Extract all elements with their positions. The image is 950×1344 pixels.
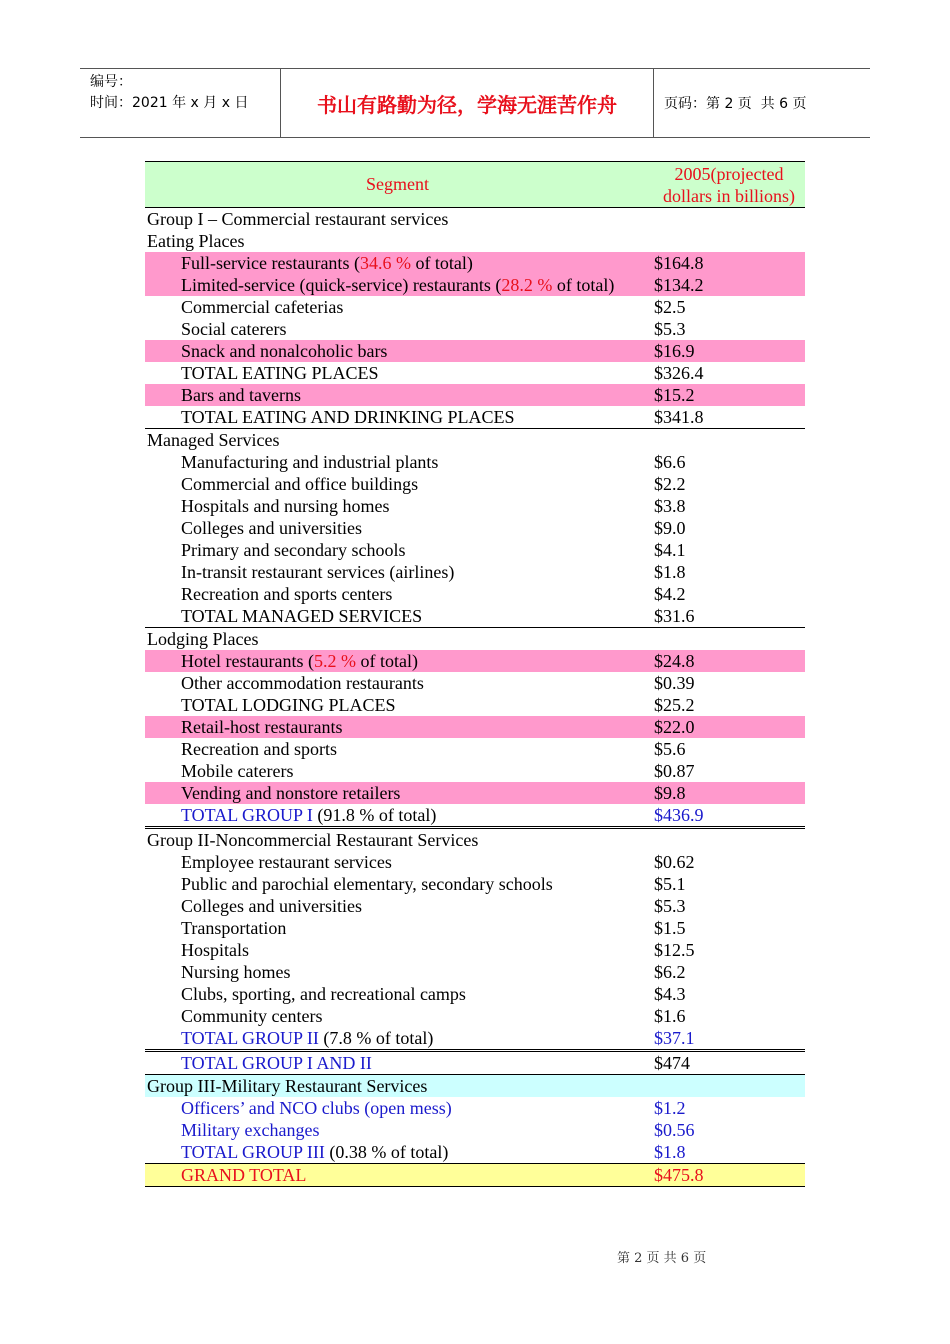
- foodservice-segment-table: [145, 161, 805, 1187]
- document-number: 编号：: [90, 74, 132, 90]
- row-label: Bars and taverns: [181, 385, 301, 405]
- row-value: $0.56: [654, 1120, 695, 1140]
- row-value: $1.8: [654, 562, 686, 582]
- row-label: Snack and nonalcoholic bars: [181, 341, 388, 361]
- row-label: Limited-service (quick-service) restaurants (28.2 % of total): [181, 275, 615, 295]
- table-row: [145, 983, 805, 1005]
- table-row: [145, 917, 805, 939]
- row-label: Vending and nonstore retailers: [181, 783, 401, 803]
- page-footer: 第 2 页 共 6 页: [617, 1251, 707, 1266]
- table-row: [145, 384, 805, 406]
- row-value: $12.5: [654, 940, 695, 960]
- row-value: $4.3: [654, 984, 686, 1004]
- row-label: Other accommodation restaurants: [181, 673, 424, 693]
- table-row: [145, 895, 805, 917]
- row-value: $134.2: [654, 275, 704, 295]
- row-label: In-transit restaurant services (airlines): [181, 562, 455, 582]
- row-label: Group I – Commercial restaurant services: [147, 209, 449, 229]
- table-row: [145, 473, 805, 495]
- row-value: $1.5: [654, 918, 686, 938]
- row-label: Hospitals and nursing homes: [181, 496, 390, 516]
- subgroup-heading: [145, 628, 805, 650]
- row-label: TOTAL EATING AND DRINKING PLACES: [181, 407, 515, 427]
- header-motto: 书山有路勤为径，学海无涯苦作舟: [281, 69, 654, 137]
- row-value: $2.2: [654, 474, 686, 494]
- row-label: Mobile caterers: [181, 761, 294, 781]
- table-row: [145, 738, 805, 760]
- row-label: Commercial cafeterias: [181, 297, 344, 317]
- table-row: [145, 495, 805, 517]
- row-label: TOTAL LODGING PLACES: [181, 695, 396, 715]
- row-value: $2.5: [654, 297, 686, 317]
- table-header: [145, 161, 805, 208]
- header-page-info: [654, 69, 870, 137]
- row-label: Group II-Noncommercial Restaurant Services: [147, 830, 479, 850]
- table-row: [145, 873, 805, 895]
- total-row: [145, 1141, 805, 1163]
- group-heading: [145, 208, 805, 230]
- table-row: [145, 340, 805, 362]
- table-row: [145, 961, 805, 983]
- row-label: Commercial and office buildings: [181, 474, 419, 494]
- group-heading: [145, 1075, 805, 1097]
- row-value: $1.8: [654, 1142, 686, 1162]
- row-label: Lodging Places: [147, 629, 259, 649]
- row-label: TOTAL GROUP I (91.8 % of total): [181, 805, 437, 825]
- row-value: $31.6: [654, 606, 695, 626]
- table-row: [145, 274, 805, 296]
- row-value: $5.1: [654, 874, 686, 894]
- table-row: [145, 252, 805, 274]
- row-value: $37.1: [654, 1028, 695, 1048]
- row-label: Colleges and universities: [181, 896, 362, 916]
- table-row: [145, 406, 805, 429]
- row-label: Officers’ and NCO clubs (open mess): [181, 1098, 452, 1118]
- row-value: $25.2: [654, 695, 695, 715]
- header-meta: [80, 69, 281, 137]
- table-row: [145, 716, 805, 738]
- subgroup-heading: [145, 429, 805, 451]
- table-row: [145, 694, 805, 716]
- row-label: Managed Services: [147, 430, 280, 450]
- group-heading: [145, 829, 805, 851]
- row-label: Hospitals: [181, 940, 250, 960]
- row-value: $436.9: [654, 805, 704, 825]
- row-label: Hotel restaurants (5.2 % of total): [181, 651, 418, 671]
- table-row: [145, 583, 805, 605]
- row-label: TOTAL MANAGED SERVICES: [181, 606, 423, 626]
- row-value: $0.62: [654, 852, 695, 872]
- table-row: [145, 650, 805, 672]
- row-value: $6.6: [654, 452, 686, 472]
- row-label: Colleges and universities: [181, 518, 362, 538]
- row-label: Transportation: [181, 918, 287, 938]
- table-row: [145, 851, 805, 873]
- row-label: GRAND TOTAL: [181, 1165, 307, 1185]
- row-value: $164.8: [654, 253, 704, 273]
- row-value: $5.6: [654, 739, 686, 759]
- row-value: $475.8: [654, 1165, 704, 1185]
- row-label: TOTAL EATING PLACES: [181, 363, 379, 383]
- total-row: [145, 1027, 805, 1052]
- row-value: $474: [654, 1053, 690, 1073]
- table-row: [145, 517, 805, 539]
- total-row: [145, 804, 805, 829]
- table-row: [145, 296, 805, 318]
- column-header-value: 2005(projected dollars in billions): [663, 164, 795, 206]
- table-row: [145, 561, 805, 583]
- row-label: Nursing homes: [181, 962, 291, 982]
- table-row: [145, 1097, 805, 1119]
- table-row: [145, 672, 805, 694]
- row-value: $3.8: [654, 496, 686, 516]
- row-value: $4.2: [654, 584, 686, 604]
- row-label: Retail-host restaurants: [181, 717, 343, 737]
- document-date: 时间：2021 年 x 月 x 日: [90, 95, 249, 111]
- total-row: [145, 1052, 805, 1075]
- row-label: TOTAL GROUP II (7.8 % of total): [181, 1028, 434, 1048]
- table-row: [145, 539, 805, 561]
- row-label: Recreation and sports centers: [181, 584, 393, 604]
- row-value: $5.3: [654, 319, 686, 339]
- table-row: [145, 760, 805, 782]
- table-row: [145, 939, 805, 961]
- table-row: [145, 1119, 805, 1141]
- page-info-text: 页码：第 2 页 共 6 页: [664, 96, 807, 112]
- row-label: Eating Places: [147, 231, 245, 251]
- row-value: $15.2: [654, 385, 695, 405]
- row-label: Full-service restaurants (34.6 % of total): [181, 253, 473, 273]
- row-value: $5.3: [654, 896, 686, 916]
- table-row: [145, 782, 805, 804]
- row-value: $6.2: [654, 962, 686, 982]
- percent-highlight: 28.2 %: [501, 275, 553, 295]
- percent-highlight: 34.6 %: [359, 253, 411, 273]
- row-value: $24.8: [654, 651, 695, 671]
- table-row: [145, 451, 805, 473]
- row-value: $341.8: [654, 407, 704, 427]
- row-label: Community centers: [181, 1006, 323, 1026]
- row-label: TOTAL GROUP I AND II: [181, 1053, 372, 1073]
- table-row: [145, 1005, 805, 1027]
- row-label: Group III-Military Restaurant Services: [147, 1076, 428, 1096]
- table-row: [145, 362, 805, 384]
- table-row: [145, 605, 805, 628]
- row-value: $0.87: [654, 761, 695, 781]
- row-label: Employee restaurant services: [181, 852, 392, 872]
- row-value: $22.0: [654, 717, 695, 737]
- row-value: $9.0: [654, 518, 686, 538]
- row-label: Clubs, sporting, and recreational camps: [181, 984, 466, 1004]
- row-label: Manufacturing and industrial plants: [181, 452, 439, 472]
- row-value: $4.1: [654, 540, 686, 560]
- grand-total-row: [145, 1163, 805, 1187]
- row-value: $0.39: [654, 673, 695, 693]
- row-value: $1.2: [654, 1098, 686, 1118]
- row-label: Recreation and sports: [181, 739, 337, 759]
- row-label: Military exchanges: [181, 1120, 320, 1140]
- table-row: [145, 318, 805, 340]
- row-value: $9.8: [654, 783, 686, 803]
- row-value: $326.4: [654, 363, 704, 383]
- subgroup-heading: [145, 230, 805, 252]
- column-header-segment: Segment: [366, 174, 429, 194]
- row-value: $16.9: [654, 341, 695, 361]
- row-label: Social caterers: [181, 319, 287, 339]
- page-header: [80, 68, 870, 138]
- row-label: Primary and secondary schools: [181, 540, 406, 560]
- percent-highlight: 5.2 %: [313, 651, 356, 671]
- row-label: Public and parochial elementary, secondary schools: [181, 874, 553, 894]
- row-value: $1.6: [654, 1006, 686, 1026]
- row-label: TOTAL GROUP III (0.38 % of total): [181, 1142, 449, 1162]
